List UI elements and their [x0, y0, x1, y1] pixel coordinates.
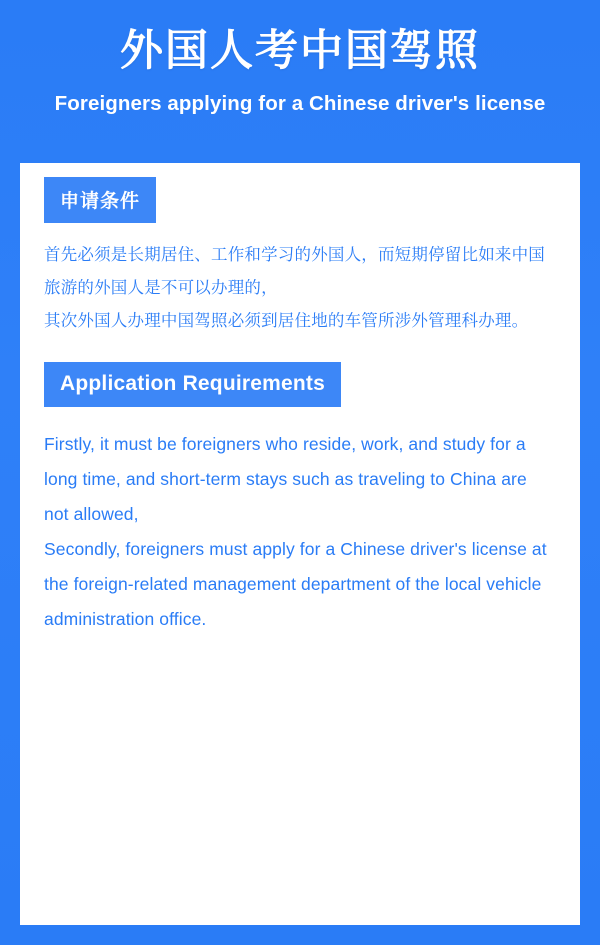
section-en-paragraph-2: Secondly, foreigners must apply for a Chinese driver's license at the foreign-related management department of the local vehicle administration office.: [44, 539, 547, 629]
section-cn-paragraph-2: 其次外国人办理中国驾照必须到居住地的车管所涉外管理科办理。: [44, 312, 529, 330]
section-en-body: [44, 427, 556, 637]
content-card: [20, 163, 580, 925]
page-title-en: Foreigners applying for a Chinese driver's license: [54, 91, 546, 115]
section-heading-en: Application Requirements: [44, 362, 341, 407]
section-cn-chip-wrap: [44, 163, 556, 223]
section-en-chip-wrap: [44, 338, 556, 407]
section-cn-paragraph-1: 首先必须是长期居住、工作和学习的外国人，而短期停留比如来中国旅游的外国人是不可以办理的，: [44, 246, 545, 297]
content-card-inner: [20, 163, 580, 637]
page-title-cn: 外国人考中国驾照: [120, 27, 480, 75]
section-cn-body: [44, 239, 556, 338]
section-heading-cn: 申请条件: [44, 177, 156, 223]
section-en-paragraph-1: Firstly, it must be foreigners who reside, work, and study for a long time, and short-term stays such as traveling to China are not allowed,: [44, 434, 527, 524]
poster-header: [0, 0, 600, 116]
